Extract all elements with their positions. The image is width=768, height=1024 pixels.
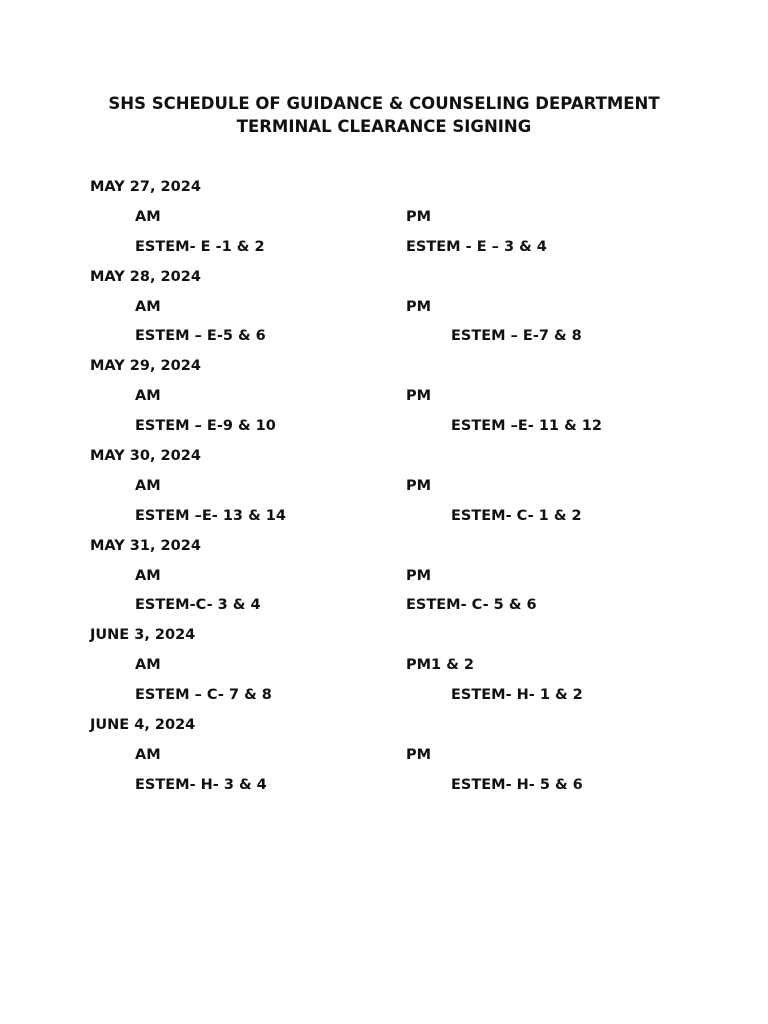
pm-label: PM bbox=[406, 298, 432, 315]
document-title-line2: TERMINAL CLEARANCE SIGNING bbox=[236, 117, 532, 136]
schedule-date: MAY 30, 2024 bbox=[90, 448, 201, 465]
am-label: AM bbox=[135, 657, 161, 674]
am-section: ESTEM-C- 3 & 4 bbox=[135, 597, 261, 614]
schedule-date: MAY 31, 2024 bbox=[90, 537, 201, 554]
schedule-day bbox=[0, 176, 768, 266]
am-section: ESTEM –E- 13 & 14 bbox=[135, 507, 286, 524]
pm-label: PM bbox=[406, 477, 432, 494]
pm-section: ESTEM- H- 5 & 6 bbox=[451, 776, 583, 793]
schedule-date: MAY 28, 2024 bbox=[90, 268, 201, 285]
pm-label: PM bbox=[406, 388, 432, 405]
schedule-list bbox=[0, 176, 768, 804]
am-label: AM bbox=[135, 746, 161, 763]
document-title-line1: SHS SCHEDULE OF GUIDANCE & COUNSELING DEPARTMENT bbox=[108, 94, 660, 113]
am-label: AM bbox=[135, 208, 161, 225]
pm-label: PM bbox=[406, 208, 432, 225]
am-section: ESTEM- H- 3 & 4 bbox=[135, 776, 267, 793]
schedule-day bbox=[0, 266, 768, 356]
schedule-day bbox=[0, 445, 768, 535]
schedule-day bbox=[0, 714, 768, 804]
am-label: AM bbox=[135, 567, 161, 584]
schedule-date: MAY 29, 2024 bbox=[90, 358, 201, 375]
pm-label: PM bbox=[406, 567, 432, 584]
pm-label: PM1 & 2 bbox=[406, 657, 474, 674]
pm-section: ESTEM- H- 1 & 2 bbox=[451, 687, 583, 704]
am-label: AM bbox=[135, 477, 161, 494]
am-section: ESTEM- E -1 & 2 bbox=[135, 238, 265, 255]
pm-label: PM bbox=[406, 746, 432, 763]
schedule-date: JUNE 4, 2024 bbox=[90, 717, 196, 734]
schedule-date: JUNE 3, 2024 bbox=[90, 627, 196, 644]
pm-section: ESTEM- C- 1 & 2 bbox=[451, 507, 582, 524]
am-section: ESTEM – C- 7 & 8 bbox=[135, 687, 272, 704]
schedule-day bbox=[0, 535, 768, 625]
schedule-date: MAY 27, 2024 bbox=[90, 179, 201, 195]
am-section: ESTEM – E-9 & 10 bbox=[135, 418, 276, 435]
schedule-day bbox=[0, 355, 768, 445]
am-section: ESTEM – E-5 & 6 bbox=[135, 328, 266, 345]
pm-section: ESTEM –E- 11 & 12 bbox=[451, 418, 602, 435]
pm-section: ESTEM – E-7 & 8 bbox=[451, 328, 582, 345]
schedule-day bbox=[0, 624, 768, 714]
am-label: AM bbox=[135, 388, 161, 405]
pm-section: ESTEM - E – 3 & 4 bbox=[406, 238, 547, 255]
am-label: AM bbox=[135, 298, 161, 315]
pm-section: ESTEM- C- 5 & 6 bbox=[406, 597, 537, 614]
